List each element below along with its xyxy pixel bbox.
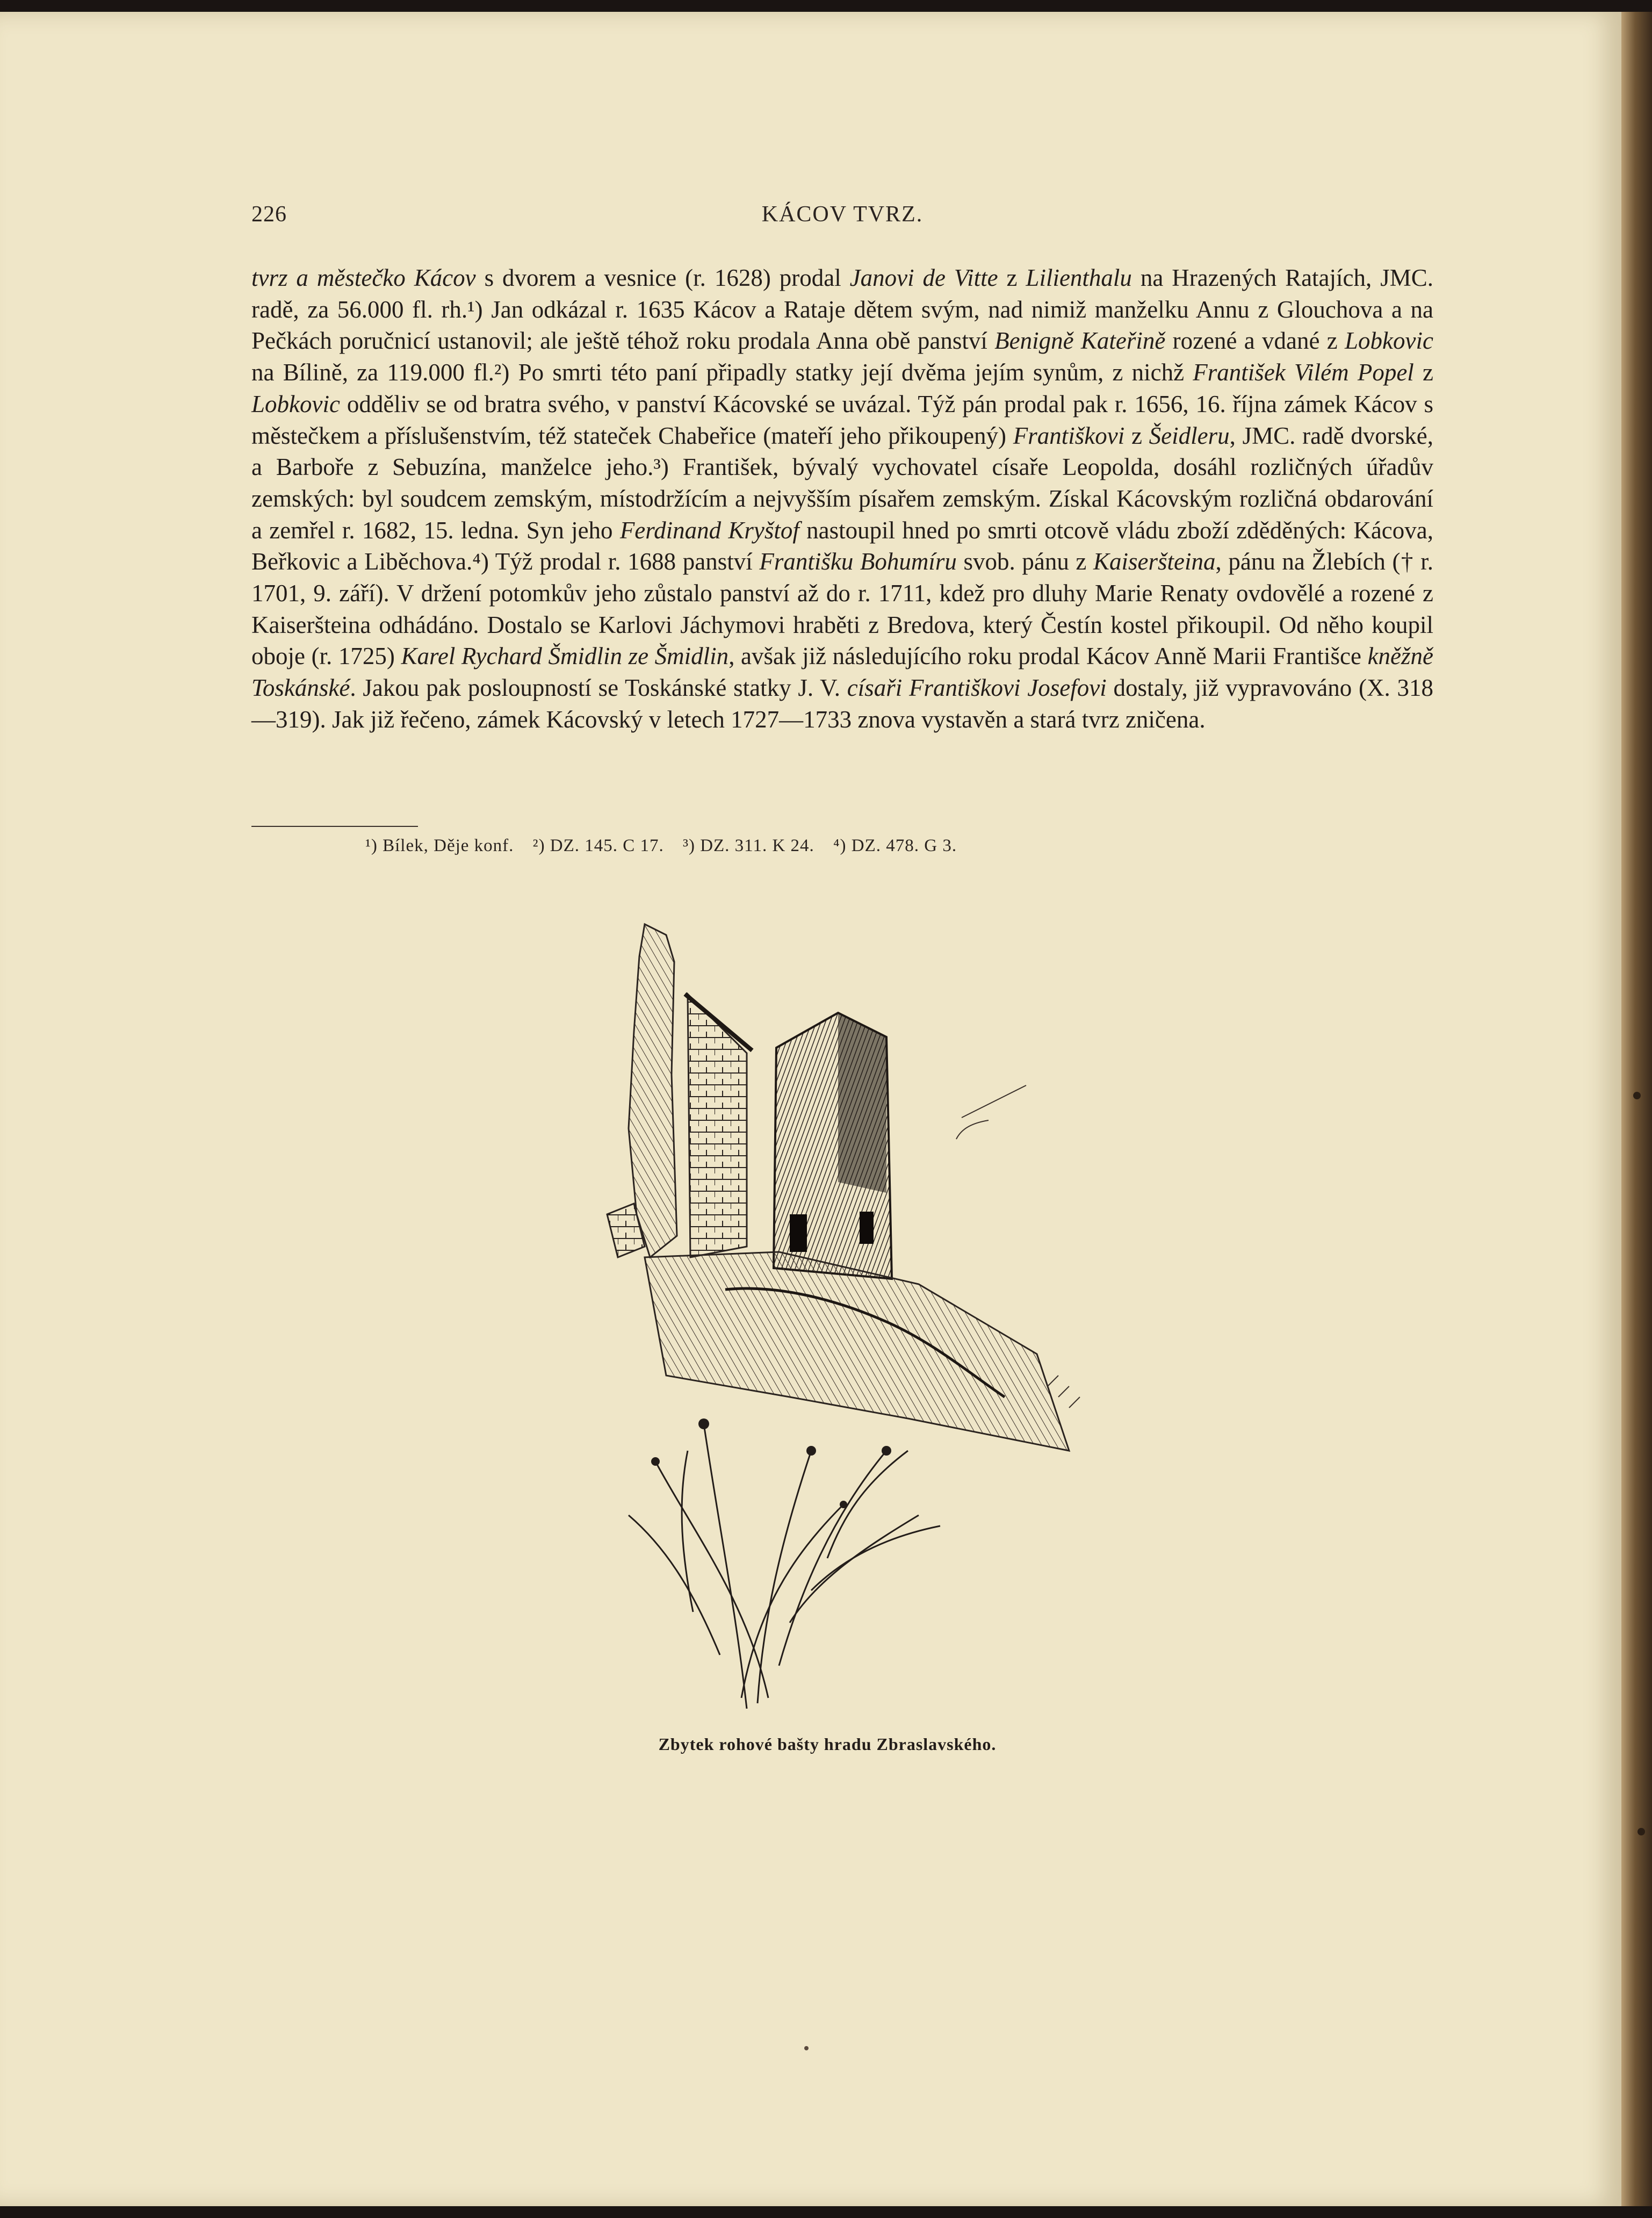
- text-run: dostaly, již vypravováno (X. 318—319). Jak již řečeno, zámek Kácovský v letech 1727—1733 znova vystavěn a stará tvrz zničena.: [251, 674, 1433, 733]
- text-run: z: [1413, 359, 1433, 386]
- text-run: na Bílině, za 119.000 fl.²) Po smrti této paní připadly statky její dvěma jejím synům, z nichž: [251, 359, 1193, 386]
- running-title: KÁCOV TVRZ.: [761, 202, 924, 227]
- italic-name: císaři Františkovi Josefovi: [847, 674, 1107, 702]
- figure-caption: Zbytek rohové bašty hradu Zbraslavského.: [658, 1734, 997, 1754]
- text-run: nastoupil hned po smrti otcově vládu zboží zděděných: Kácova, Beřkovic a Liběchova.⁴) Týž prodal r. 1688 panství: [251, 516, 1434, 575]
- footnotes: [365, 836, 1332, 856]
- italic-name: Kaiseršteina: [1093, 548, 1216, 575]
- footnote-rule: [251, 826, 418, 827]
- ruin-drawing: [586, 913, 1101, 1725]
- text-run: s dvorem a vesnice (r. 1628) prodal: [475, 264, 850, 291]
- footnote: ¹) Bílek, Děje konf.: [365, 836, 514, 855]
- text-run: , pánu na Žlebích († r. 1701, 9. září). V držení potomkův jeho zůstalo panství až do r. 1711, kdež pro dluhy Marie Renaty ovdovělé a rozené z Kaiseršteina odhádáno. Dostalo se Karlovi Jáchymovi hraběti z Bredova, který Čestín kostel přikoupil. Od něho koupil oboje (r. 1725): [251, 548, 1434, 670]
- body-text: [251, 262, 1433, 736]
- italic-name: tvrz a městečko Kácov: [251, 264, 476, 291]
- italic-name: Lobkovic: [251, 390, 340, 417]
- text-run: na Hrazených Ratajích, JMC. radě, za 56.000 fl. rh.¹) Jan odkázal r. 1635 Kácov a Rataje dětem svým, nad nimiž manželku Annu z Glouchova a na Pečkách poručnicí ustanovil; ale ještě téhož roku prodala Anna obě panství: [251, 264, 1433, 355]
- ruin-illustration: [586, 913, 1101, 1725]
- footnote: ⁴) DZ. 478. G 3.: [833, 836, 957, 855]
- text-run: z: [998, 264, 1026, 291]
- footnote: ³) DZ. 311. K 24.: [683, 836, 814, 855]
- tower-window: [790, 1214, 807, 1252]
- italic-name: František Vilém Popel: [1193, 359, 1414, 386]
- body-paragraph: [251, 262, 1433, 736]
- edge-mark: [1633, 1092, 1641, 1099]
- text-run: rozené a vdané z: [1165, 327, 1345, 355]
- italic-name: Janovi de Vitte: [849, 264, 998, 291]
- italic-name: Benigně Kateřině: [994, 327, 1166, 355]
- italic-name: Františku Bohumíru: [759, 548, 957, 575]
- page-number: 226: [251, 202, 287, 227]
- page-edge: [1621, 12, 1652, 2206]
- page-dot: [804, 2046, 809, 2050]
- tower-window: [860, 1212, 874, 1244]
- italic-name: Šeidleru: [1149, 422, 1230, 449]
- italic-name: Františkovi: [1013, 422, 1125, 449]
- edge-mark: [1637, 1828, 1645, 1835]
- italic-name: Karel Rychard Šmidlin ze Šmidlin: [401, 643, 729, 670]
- text-run: , avšak již následujícího roku prodal Kácov Anně Marii Františce: [728, 643, 1368, 670]
- text-run: . Jakou pak posloupností se Toskánské statky J. V.: [350, 674, 847, 702]
- italic-name: Lilienthalu: [1026, 264, 1132, 291]
- footnote: ²) DZ. 145. C 17.: [532, 836, 664, 855]
- italic-name: kněžně Toskánské: [251, 643, 1434, 702]
- running-header: [251, 201, 1433, 234]
- italic-name: Ferdinand Kryštof: [619, 516, 799, 544]
- italic-name: Lobkovic: [1345, 327, 1433, 355]
- text-run: odděliv se od bratra svého, v panství Kácovské se uvázal. Týž pán prodal pak r. 1656, 16. října zámek Kácov s městečkem a příslušenstvím, též stateček Chabeřice (mateří jeho přikoupený): [251, 390, 1433, 449]
- text-run: svob. pánu z: [956, 548, 1093, 575]
- text-run: , JMC. radě dvorské, a Barboře z Sebuzína, manželce jeho.³) František, bývalý vychovatel císaře Leopolda, dosáhl rozličných úřadův zemských: byl soudcem zemským, místodržícím a nejvyšším písařem zemským. Získal Kácovským rozličná obdarování a zemřel r. 1682, 15. ledna. Syn jeho: [251, 422, 1433, 544]
- text-run: z: [1124, 422, 1149, 449]
